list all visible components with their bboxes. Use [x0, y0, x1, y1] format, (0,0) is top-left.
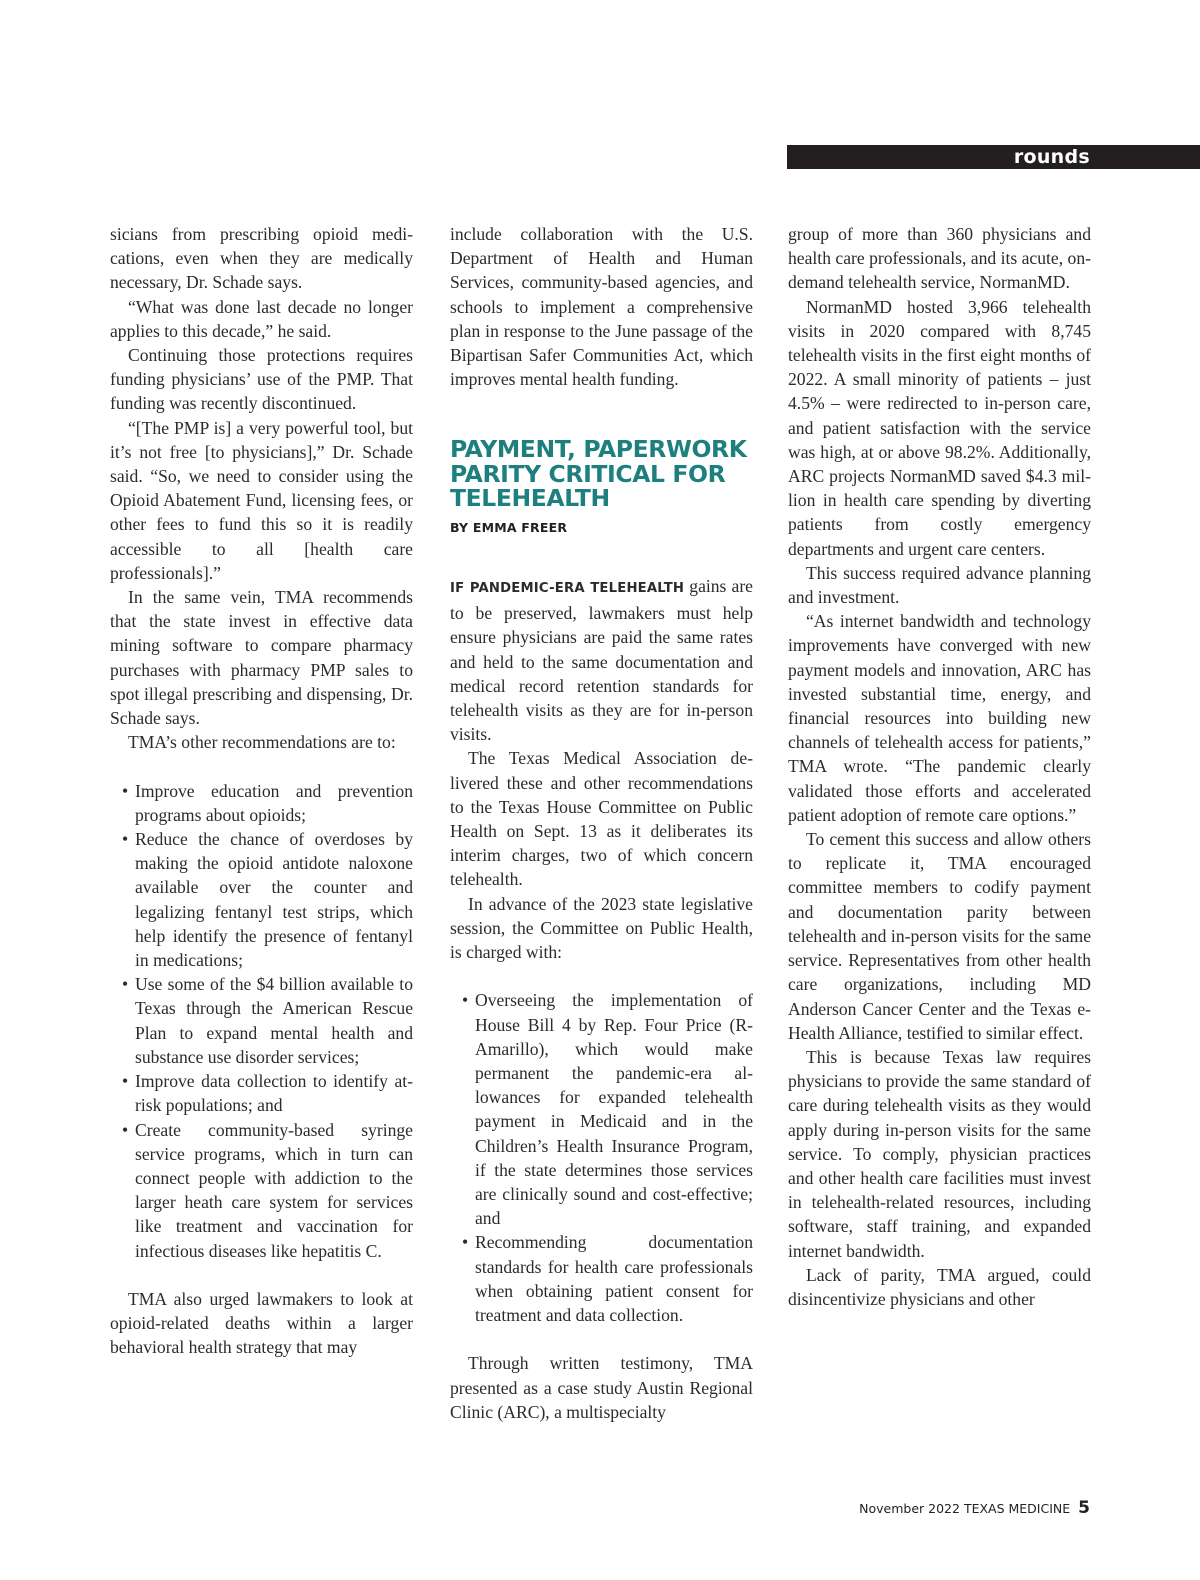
- body-paragraph: NormanMD hosted 3,966 telehealth visits in 2020 compared with 8,745 telehealth visits in the first eight months of 2022. A small minority of patients – just 4.5% – were redirected to in-person care, and patient satisfaction with the service was high, at or above 98.2%. Additionally, ARC projects NormanMD saved $4.3 million in health care spending by diverting patients from costly emergency departments and urgent care centers.: [788, 296, 1091, 559]
- body-paragraph: TMA’s other recommendations are to:: [128, 732, 396, 753]
- byline: BY EMMA FREER: [450, 519, 568, 535]
- list-item: • Improve data collection to identify at-risk populations; and: [110, 1069, 413, 1117]
- body-paragraph: The Texas Medical Association delivered these and other recommendations to the Texas House Committee on Public Health on Sept. 13 as it deliberates its interim charges, two of which concern telehealth.: [450, 748, 753, 890]
- lead-paragraph: [450, 574, 753, 746]
- body-paragraph: group of more than 360 physicians and health care professionals, and its acute, on-demand telehealth service, NormanMD.: [788, 224, 1091, 293]
- paragraph-spacer: [450, 1327, 753, 1351]
- recommendations-list: [110, 779, 413, 1263]
- list-item: • Recommending documentation standards for health care professionals when obtaining patient consent for treatment and data collection.: [450, 1230, 753, 1327]
- section-label: rounds: [1013, 146, 1090, 168]
- paragraph-spacer: [110, 754, 413, 778]
- body-paragraph: To cement this success and allow others to replicate it, TMA encouraged committee members to codify payment and documentation parity between telehealth and in-person visits for the same service. Representatives from other health care organizations, including MD Anderson Cancer Center and the Texas e-Health Alliance, testified to similar effect.: [788, 829, 1091, 1043]
- body-paragraph: In advance of the 2023 state legislative session, the Committee on Public Health, is charged with:: [450, 893, 753, 962]
- article-column-3: [788, 222, 1091, 1311]
- lead-paragraph-text: gains are to be preserved, lawmakers must help ensure physicians are paid the same rates and held to the same documentation and medical record retention standards for telehealth visits as they are for in-person visits.: [450, 575, 753, 745]
- list-item: • Reduce the chance of overdoses by making the opioid antidote naloxone available over the counter and legalizing fentanyl test strips, which help identify the presence of fentanyl in medications;: [110, 827, 413, 972]
- list-item: • Create community-based syringe service programs, which in turn can connect people with addiction to the larger heath care system for services like treatment and vaccination for infectious diseases like hepatitis C.: [110, 1118, 413, 1263]
- body-paragraph: In the same vein, TMA recommends that the state invest in effective data mining software to compare pharmacy purchases with pharmacy PMP sales to spot illegal prescribing and dispensing, Dr. Schade says.: [110, 587, 413, 729]
- lead-in: IF PANDEMIC-ERA TELEHEALTH: [450, 580, 685, 596]
- body-paragraph: This success required advance planning and investment.: [788, 562, 1091, 608]
- list-item: • Use some of the $4 billion available to Texas through the American Rescue Plan to expand mental health and substance use disorder services;: [110, 972, 413, 1069]
- body-paragraph: TMA also urged lawmakers to look at opioid-related deaths within a larger behavioral health strategy that may: [110, 1288, 413, 1358]
- body-paragraph: sicians from prescribing opioid medications, even when they are medically necessary, Dr. Schade says.: [110, 224, 413, 293]
- paragraph-spacer: [110, 1263, 413, 1287]
- list-item: • Overseeing the implementation of House Bill 4 by Rep. Four Price (R-Amarillo), which would make permanent the pandemic-era allowances for expanded telehealth payment in Medicaid and in the Children’s Health Insurance Program, if the state determines those services are clinically sound and cost-effective; and: [450, 988, 753, 1230]
- list-item: • Improve education and prevention programs about opioids;: [110, 779, 413, 827]
- page-number: 5: [1078, 1498, 1090, 1518]
- issue-label: November 2022 TEXAS MEDICINE: [859, 1501, 1071, 1516]
- charges-list: [450, 988, 753, 1327]
- article-headline: PAYMENT, PAPERWORK PARITY CRITICAL FOR TELEHEALTH: [450, 435, 747, 513]
- body-paragraph: “As internet bandwidth and technology improvements have converged with new payment models and innovation, ARC has invested substantial time, energy, and financial resources into building new channels of telehealth access for patients,” TMA wrote. “The pandemic clearly validated those efforts and accelerated patient adoption of remote care options.”: [788, 611, 1091, 825]
- article-column-2: [450, 222, 753, 1424]
- body-paragraph: Continuing those protections requires funding physicians’ use of the PMP. That funding was recently discontinued.: [110, 345, 413, 414]
- page-footer: [859, 1498, 1090, 1518]
- body-paragraph: Through written testimony, TMA presented as a case study Austin Regional Clinic (ARC), a multispecialty: [450, 1353, 753, 1422]
- paragraph-spacer: [450, 964, 753, 988]
- body-paragraph: “[The PMP is] a very powerful tool, but it’s not free [to physicians],” Dr. Schade said. “So, we need to consider using the Opioid Abatement Fund, licensing fees, or other fees to fund this so it is readily accessible to all [health care professionals].”: [110, 417, 413, 583]
- body-paragraph: This is because Texas law requires physicians to provide the same standard of care during telehealth visits as they would apply during in-person visits for the same service. To comply, physician practices and other health care facilities must invest in telehealth-related resources, including software, staff training, and expanded internet bandwidth.: [788, 1046, 1091, 1261]
- body-paragraph: “What was done last decade no longer applies to this decade,” he said.: [110, 296, 413, 341]
- section-header-bar: [787, 145, 1200, 169]
- body-paragraph: include collaboration with the U.S. Department of Health and Human Services, community-based agencies, and schools to implement a comprehensive plan in response to the June passage of the Bipartisan Safer Communities Act, which improves mental health funding.: [450, 224, 753, 390]
- article-column-1: [110, 222, 413, 1360]
- headline-spacer: [450, 536, 753, 574]
- body-paragraph: Lack of parity, TMA argued, could disincentivize physicians and other: [788, 1264, 1091, 1309]
